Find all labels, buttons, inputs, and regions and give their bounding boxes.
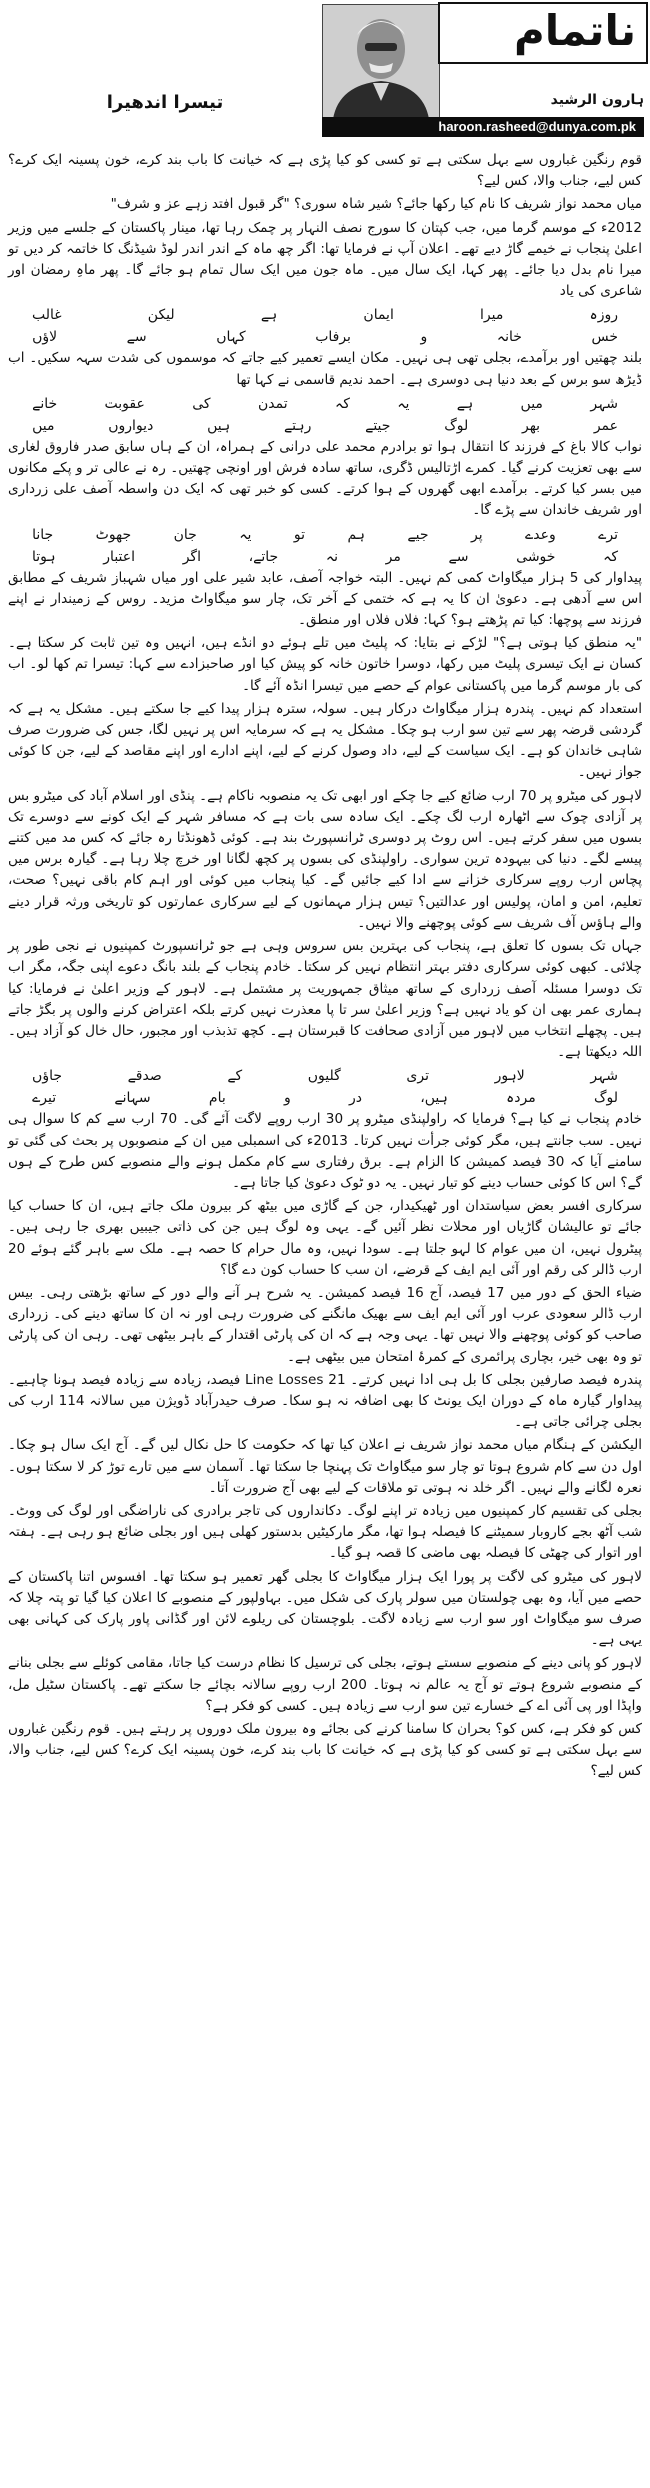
paragraph-10: جہاں تک بسوں کا تعلق ہے، پنجاب کی بہترین بس سروس وہی ہے جو ٹرانسپورٹ کمپنیوں نے نجی طور پر چلائی۔ کبھی کوئی سرکاری دفتر بہتر انتظام نہیں کر سکتا۔ خادم پنجاب کے بلند بانگ دعوے اپنی جگہ، مگر اب تک دوسرا مسئلہ آصف زرداری کے ساتھ میثاق جمہوریت پر مشتمل ہے۔ لاہور کے وزیر اعلیٰ نے فرمایا: کیا ہماری عمر بھی ان کو یاد نہیں ہے؟ وزیر اعلیٰ سر تا پا معذرت نہیں کرتے بلکہ اعتراض کرنے والوں پر بگڑ جاتے ہیں۔ پچھلے انتخاب میں لاہور میں آزادی صحافت کا قبرستان ہے۔ کچھ تذبذب اور مجبور، حال خال کو آزاد ہیں۔ اللہ دیکھتا ہے۔ [8,938,642,1061]
verse-word: جاتے، [248,548,279,565]
verse-word: میرا [480,307,504,324]
column-header [0,0,650,150]
verse-word: تمدن [257,395,288,412]
verse-line [32,326,618,348]
paragraph-12: سرکاری افسر بعض سیاستدان اور ٹھیکیدار، جن کے گاڑی میں بیٹھ کر بیرون ملک جاتے ہیں، ان کا حساب کیا جائے تو عالیشان گاڑیاں اور محلات نظر آئیں گے۔ یہی وہ لوگ ہیں جن کی ذاتی جیبیں بھری جا رہی ہیں۔ پیٹرول نہیں، ان میں عوام کا لہو جلتا ہے۔ سودا نہیں، وہ مال حرام کا حصہ ہے۔ ملک سے باہر گئے ہوئے 20 ارب ڈالر کی رقم اور آئی ایم ایف کے قرضے، ان سب کا حساب کون دے گا؟ [8,1198,642,1278]
paragraph-14: پندرہ فیصد صارفین بجلی کا بل ہی ادا نہیں کرتے۔ 21 Line Losses فیصد، زیادہ سے زیادہ فیصد ہونا چاہیے۔ پیداوار گیارہ ماہ کے دوران ایک یونٹ کا بھی اضافہ نہ ہو سکا۔ صرف حیدرآباد ڈویژن میں سالانہ 114 ارب کی بجلی چرائی جاتی ہے۔ [8,1371,642,1431]
author-name: ہارون الرشید [550,92,644,108]
verse-word: میں [520,395,543,412]
paragraph-16: بجلی کی تقسیم کار کمپنیوں میں زیادہ تر اپنے لوگ۔ دکانداروں کی تاجر برادری کی ناراضگی اور لوگ کی ووٹ۔ شب آٹھ بجے کاروبار سمیٹنے کا فیصلہ ہوا تھا، مگر مارکیٹیں بدستور کھلی ہیں اور بجلی ضائع ہو رہی ہے۔ ہفتہ اور اتوار کی چھٹی کا فیصلہ بھی ماضی کا قصہ ہو گیا۔ [8,1502,642,1562]
verse-word: کہاں [216,329,246,346]
paragraph-9: لاہور کی میٹرو پر 70 ارب ضائع کیے جا چکے اور ابھی تک یہ منصوبہ ناکام ہے۔ پنڈی اور اسلام آباد کی میٹرو بس پر آزادی چوک سے اٹھارہ ارب لگ چکے۔ ایک سادہ سی بات ہے کہ مسافر شہر کے ایک کونے سے دوسرے تک بسوں میں سفر کرتے ہیں۔ اس روٹ پر دوسری ٹرانسپورٹ بند ہے۔ کوئی ڈھونڈتا رہ جائے کہ کس مد میں کتنے پیسے لگے۔ دنیا کی بیہودہ ترین سواری۔ راولپنڈی کی بسوں پر کچھ لگانا اور خرچ چلا رہا ہے۔ گیارہ برس میں پچاس ارب روپے سرکاری خزانے سے ادا کیے جائیں گے۔ کیا پنجاب میں کوئی اور اہم کام باقی نہیں؟ صحت، تعلیم، امن و امان، پولیس اور عدالتیں؟ تیس ہزار مہمانوں کے لیے سرکاری عمارتوں کو تاریخی ورثہ قرار دینے والے ہاؤس آف شریف سے کوئی پوچھنے والا نہیں۔ [8,787,642,931]
verse-word: ہوتا [32,548,56,565]
verse-word: بام [208,1090,226,1107]
verse-word: یہ [239,526,252,543]
verse-word: جانا [32,526,54,543]
column-title: ناتمام [513,6,636,55]
verse-word: اعتبار [103,548,136,565]
verse-word: تیرے [32,1090,57,1107]
paragraph-6: پیداوار کی 5 ہزار میگاواٹ کمی کم نہیں۔ البتہ خواجہ آصف، عابد شیر علی اور میاں شہباز شریف کے مطابق اس سے آدھی ہے۔ دعویٰ ان کا یہ ہے کہ ختمی کے آخر تک، چار سو میگاواٹ مزید۔ روس کے زمیندار نے اپنے فرزند سے پوچھا: کیا تم پڑھتے ہو؟ کہا: فلاں فلاں اور منطق۔ [8,569,642,629]
verse-word: شہر [590,1068,618,1085]
verse-word: پر [470,526,483,543]
paragraph-8: استعداد کم نہیں۔ پندرہ ہزار میگاواٹ درکار ہیں۔ سولہ، سترہ ہزار پیدا کیے جا سکتے ہیں۔ مشکل یہ ہے کہ گردشی قرضہ پھر سے تین سو ارب ہو چکا۔ مشکل یہ ہے کہ سرمایہ اس پر نہیں لگا، جس کی ضرورت صرف شاہی خاندان کو ہے۔ ایک سیاست کے لیے، داد وصول کرنے کے لیے، اپنے ادارے اور اپنے مقاصد کے لیے، جن کا کوئی جواز نہیں۔ [8,700,642,781]
verse-word: خس [591,329,618,346]
verse-word: سے [126,329,147,346]
paragraph-1: قوم رنگین غباروں سے بہل سکتی ہے تو کسی کو کیا پڑی ہے کہ خیانت کا باب بند کرے، خون پسینہ ایک کرے؟ کس لیے، جناب والا، کس لیے؟ [8,152,642,190]
verse-word: کہ [603,548,618,565]
author-photo [322,4,440,120]
verse-word: جاؤں [32,1068,63,1085]
verse-word: نہ [325,548,338,565]
verse-word: لیکن [147,307,175,324]
verse-word: جان [173,526,197,543]
paragraph-4: بلند چھتیں اور برآمدے، بجلی تھی ہی نہیں۔ مکان ایسے تعمیر کیے جاتے کہ موسموں کی شدت سہہ سکیں۔ اب ڈیڑھ سو برس کے بعد دنیا ہی دوسری ہے۔ احمد ندیم قاسمی نے کہا تھا [8,350,642,388]
verse-word: کے [227,1068,243,1085]
verse-word: سہانے [114,1090,151,1107]
verse-word: لاؤں [32,329,58,346]
verse-word: روزہ [589,307,618,324]
verse-word: عقوبت [104,395,145,412]
verse-word: ہیں، [420,1090,448,1107]
paragraph-13: ضیاء الحق کے دور میں 17 فیصد، آج 16 فیصد کمیشن۔ یہ شرح ہر آنے والے دور کے ساتھ بڑھتی رہی۔ بیس ارب ڈالر سعودی عرب اور آئی ایم ایف سے بھیک مانگنے کی ضرورت رہی اور نہ ان کا ساتھ دینے کی۔ زرداری صاحب کو کوئی پوچھنے والا نہیں تھا۔ یہی وجہ ہے کہ ان کی پارٹی اقتدار کے باہر بیٹھی تھی۔ رہی ان کی پارٹی تو وہ بھی خیر، بچاری پرائمری کے کمرۂ امتحان میں بیٹھی ہے۔ [8,1284,643,1365]
verse-word: ایمان [363,307,394,324]
verse-line [32,1065,618,1087]
verse-word: خانہ [496,329,522,346]
verse-word: رہتے [283,417,312,434]
verse-word: غالب [32,307,62,324]
verse-word: کی [192,395,211,412]
verse-word: جیے [407,526,429,543]
verse-line [32,415,618,437]
verse-word: ہیں [207,417,231,434]
article-body [8,150,642,1785]
paragraph-3: 2012ء کے موسم گرما میں، جب کپتان کا سورج نصف النہار پر چمک رہا تھا، مینار پاکستان کے جلسے میں وزیر اعلیٰ پنجاب نے خیمے گاڑ دیے تھے۔ اعلان آپ نے فرمایا تھا: اگر چھ ماہ کے اندر اندر لوڈ شیڈنگ کا خاتمہ کر دیں تو میرا نام بدل دیا جائے۔ پھر کہا، ایک سال میں۔ ماہ جون میں ایک سال تمام ہو جائے گا۔ پھر ماہِ رمضان اور شاعری کی یاد [8,219,642,300]
verse-word: صدقے [127,1068,162,1085]
verse-word: شہر [590,395,618,412]
verse-line [32,304,618,326]
column-title-box [438,2,648,64]
paragraph-11: خادم پنجاب نے کیا ہے؟ فرمایا کہ راولپنڈی میٹرو پر 30 ارب روپے لاگت آئے گی۔ 70 ارب سے کم کا سوال ہی نہیں۔ سب جانتے ہیں، مگر کوئی جرأت نہیں کرتا۔ 2013ء کی اسمبلی میں ان کے منصوبوں پر بحث کی گئی تو سامنے آیا کہ 30 فیصد کمیشن کا الزام ہے۔ برق رفتاری سے کام مکمل ہونے والے منصوبے کس طرح کے ہوں گے؟ اس کا کوئی حساب دینے کو تیار نہیں۔ یہ دو ٹوک دعویٰ کیا جاتا ہے۔ [8,1111,642,1191]
verse-word: مردہ [506,1090,536,1107]
verse-word: جیتے [365,417,391,434]
verse-word: ہے [260,307,278,324]
verse-line [32,393,618,415]
paragraph-2: میاں محمد نواز شریف کا نام کیا رکھا جائے؟ شیر شاہ سوری؟ "گر قبول افتد زہے عز و شرف" [110,196,642,213]
verse-word: دیواروں [108,417,154,434]
verse-line [32,546,618,568]
paragraph-7: "یہ منطق کیا ہوتی ہے؟" لڑکے نے بتایا: کہ پلیٹ میں تلے ہوئے دو انڈے ہیں، انہیں وہ تین ثابت کر سکتا ہے۔ کسان نے ایک تیسری پلیٹ میں رکھا، دوسرا خاتون خانہ کو پیش کیا اور صاحبزادے سے کہا: تیسرا تم کھا لو۔ اب کی بار موسم گرما میں پاکستانی عوام کے حصے میں تیسرا انڈہ آئے گا۔ [8,635,642,694]
verse-word: لاہور [494,1068,525,1085]
verse-line [32,1087,618,1109]
verse-word: بھر [521,417,541,434]
verse-word: وعدے [525,526,556,543]
verse-word: ترے [598,526,618,543]
author-portrait-illustration [323,5,439,119]
verse-word: تو [293,526,305,543]
verse-word: و [283,1090,291,1107]
verse-word: تری [406,1068,429,1085]
verse-word: ہے [456,395,474,412]
paragraph-19: کس کو فکر ہے، کس کو؟ بحران کا سامنا کرنے کی بجائے وہ بیرون ملک دوروں پر رہتے ہیں۔ قوم رنگین غباروں سے بہل سکتی ہے تو کسی کو کیا پڑی ہے کہ خیانت کا باب بند کرے، خون پسینہ ایک کرے؟ کس لیے، جناب والا، کس لیے؟ [8,1721,642,1780]
paragraph-15: الیکشن کے ہنگام میاں محمد نواز شریف نے اعلان کیا تھا کہ حکومت کا حل نکال لیں گے۔ آج ایک سال ہو چکا۔ اول دن سے کام شروع ہوتا تو چار سو میگاواٹ تک پہنچا جا سکتا تھا۔ آسمان سے میں تارے توڑ کر لا سکتا ہوں۔ نعرہ لگانے والے نہیں۔ اگر خلد نہ ہوتی تو ملاقات کے لیے بھی آج ضرورت آتا۔ [8,1437,642,1496]
verse-word: یہ [397,395,410,412]
verse-word: و [420,329,428,346]
verse-word: لوگ [444,417,469,434]
verse-word: برفاب [315,329,351,346]
verse-word: ہم [347,526,365,543]
author-email: haroon.rasheed@dunya.com.pk [438,119,636,134]
verse-word: میں [32,417,55,434]
verse-word: خانے [32,395,58,412]
verse-word: گلیوں [307,1068,341,1085]
paragraph-18: لاہور کو پانی دینے کے منصوبے سستے ہوتے، بجلی کی ترسیل کا نظام درست کیا جاتا، مقامی کوئلے سے بجلی بنانے کے منصوبے شروع ہوتے تو آج یہ عالم نہ ہوتا۔ 200 ارب روپے سالانہ بچائے جا سکتے تھے۔ پاکستان سٹیل مل، واپڈا اور پی آئی اے کے خسارے تین سو ارب سے زیادہ ہیں۔ کسی کو فکر ہے؟ [8,1655,642,1714]
verse-word: سے [448,548,469,565]
verse-word: جھوٹ [95,526,132,543]
verse-word: اگر [182,548,201,565]
verse-line [32,524,618,546]
paragraph-17: لاہور کی میٹرو کی لاگت پر پورا ایک ہزار میگاواٹ کا بجلی گھر تعمیر ہو سکتا تھا۔ افسوس اتنا پاکستان کے حصے میں آیا، وہ بھی چولستان میں سولر پارک کی شکل میں۔ بہاولپور کے منصوبے کا اعلان کیا گیا تو پتہ چلا کہ صرف سو میگاواٹ اور سو ارب سے زیادہ لاگت۔ بلوچستان کی ریلوے لائن اور گڈانی پاور پارک کی کہانی بھی یہی ہے۔ [8,1568,642,1649]
verse-word: کہ [334,395,350,412]
verse-word: در [348,1090,362,1107]
article-headline: تیسرا اندھیرا [106,92,224,113]
verse-word: لوگ [593,1090,618,1107]
verse-word: مر [385,548,401,565]
verse-word: عمر [593,417,618,434]
paragraph-5: نواب کالا باغ کے فرزند کا انتقال ہوا تو برادرم محمد علی درانی کے ہمراہ، ان کے ہاں سابق صدر فاروق لغاری سے بھی تعزیت کرنے گیا۔ کمرے اڑتالیس ڈگری، ساتھ سادہ فرش اور اونچی چھتیں۔ رہ نے عالی تر و پکے مکانوں میں بسر کیا کرتے۔ برآمدے ابھی گھروں کے ہوا کرتے۔ کسی کو خبر تھی کہ ایک دن واسطہ آصف علی زرداری اور شریف خاندان سے پڑے گا۔ [8,438,642,519]
verse-word: خوشی [516,548,556,565]
email-strip [322,117,644,137]
